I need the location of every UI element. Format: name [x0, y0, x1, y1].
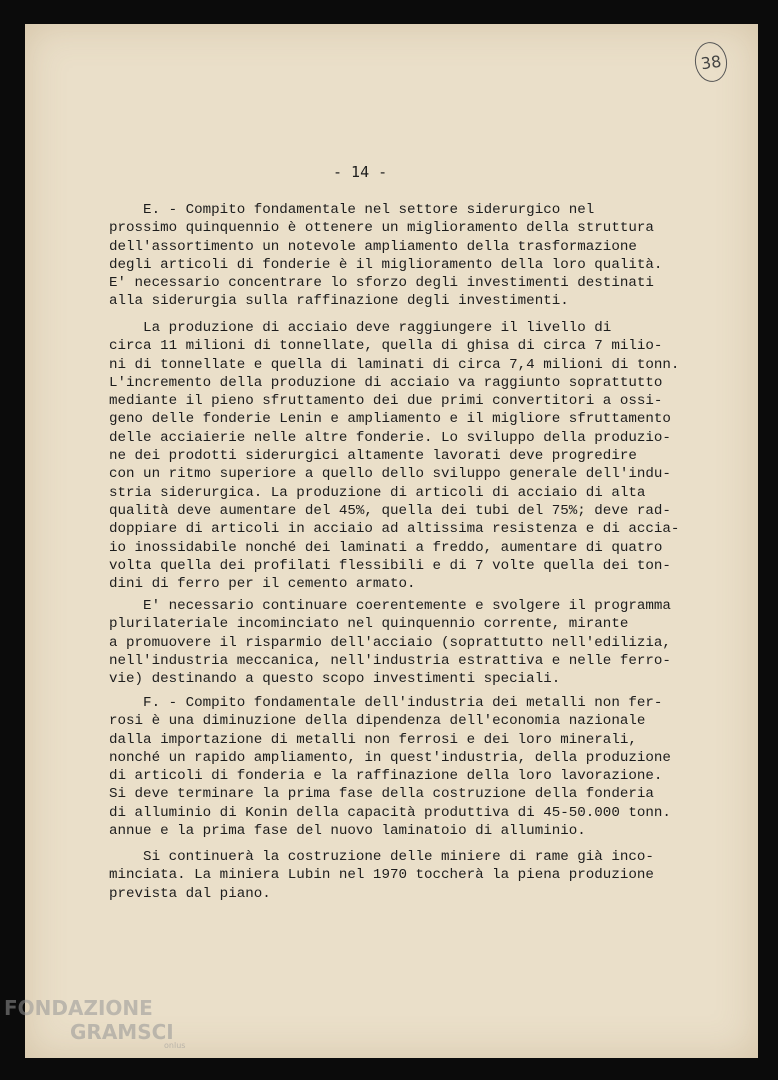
paragraph-copper-mines: Si continuerà la costruzione delle miniere di rame già inco- minciata. La miniera Lubin nel 1970 toccherà la piena produzione prevista dal piano. [109, 849, 654, 902]
archive-number-stamp: 38 [692, 40, 729, 84]
paragraph-steel-savings: E' necessario continuare coerentemente e svolgere il programma plurilateriale incominciato nel quinquennio corrente, mirante a promuovere il risparmio dell'acciaio (soprattutto nell'edilizia, nell'industria meccanica, nell'industria estrattiva e nelle ferro- vie) destinando a questo scopo investimenti speciali. [109, 598, 671, 688]
watermark-line2: GRAMSCI [70, 1020, 174, 1044]
archive-watermark [4, 996, 186, 1050]
watermark-line1: FONDAZIONE [4, 996, 153, 1020]
page-number: - 14 - [333, 163, 388, 181]
paragraph-acciaio-production: La produzione di acciaio deve raggiungere il livello di circa 11 milioni di tonnellate, quella di ghisa di circa 7 milio- ni di tonnellate e quella di laminati di circa 7,4 milioni di tonn. L'incremento della produzione di acciaio va raggiunto soprattutto mediante il pieno sfruttamento dei due primi convertitori a ossi- geno delle fonderie Lenin e ampliamento e il migliore sfruttamento delle acciaierie nelle altre fonderie. Lo sviluppo della produzio- ne dei prodotti siderurgici altamente lavorati deve progredire con un ritmo superiore a quello dello sviluppo generale dell'indu- stria siderurgica. La produzione di articoli di acciaio di alta qualità deve aumentare del 45%, quella dei tubi del 75%; deve rad- doppiare di articoli in acciaio ad altissima resistenza e di accia- io inossidabile nonché dei laminati a freddo, aumentare di quatro volta quella dei profilati flessibili e di 7 volte quella dei ton- dini di ferro per il cemento armato. [109, 320, 680, 593]
watermark-line3: onlus [164, 1041, 186, 1050]
paragraph-non-ferrous: F. - Compito fondamentale dell'industria dei metalli non fer- rosi è una diminuzione della dipendenza dell'economia nazionale dalla importazione di metalli non ferrosi e dei loro minerali, nonché un rapido ampliamento, in quest'industria, della produzione di articoli di fonderia e la raffinazione della loro lavorazione. Si deve terminare la prima fase della costruzione della fonderia di alluminio di Konin della capacità produttiva di 45-50.000 tonn. annue e la prima fase del nuovo laminatoio di alluminio. [109, 695, 671, 840]
paragraph-siderurgico: E. - Compito fondamentale nel settore siderurgico nel prossimo quinquennio è ottenere un miglioramento della struttura dell'assortimento un notevole ampliamento della trasformazione degli articoli di fonderie è il miglioramento della loro qualità. E' necessario concentrare lo sforzo degli investimenti destinati alla siderurgia sulla raffinazione degli investimenti. [109, 202, 663, 310]
